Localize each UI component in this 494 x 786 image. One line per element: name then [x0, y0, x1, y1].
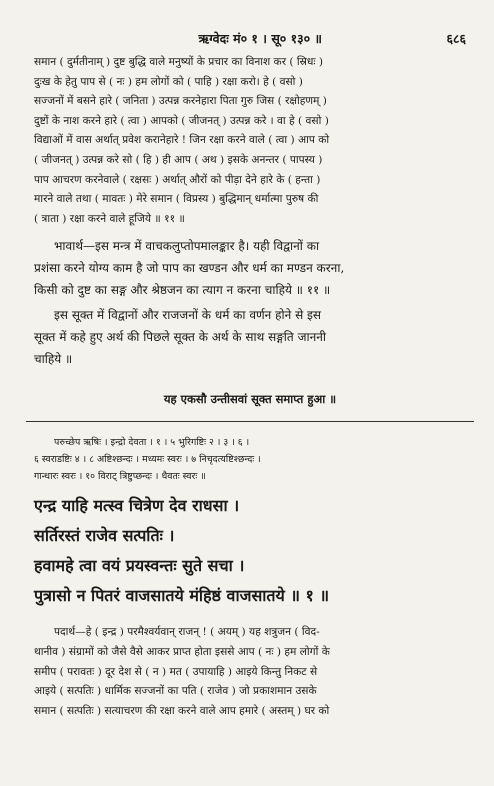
text-line: मारने वाले तथा ( मावतः ) मेरे समान ( विप्रस्य ) बुद्धिमान् धर्मात्मा पुरुष की: [34, 193, 319, 206]
mantra-line: हवामहे त्वा वयं प्रयस्वन्तः सुते सचा ।: [34, 556, 245, 576]
mantra-block: [34, 491, 466, 611]
commentary-block: [34, 53, 466, 229]
text-line: थानीव ) संग्रामों को जैसे वैसे आकर प्राप्त होता इससे आप ( नः ) हम लोगों के: [34, 645, 330, 658]
text-line: पाप आचरण करनेवाले ( रक्षसः ) अर्थात् औरों को पीड़ा देने हारे के ( हन्ता ): [34, 173, 321, 186]
summary-paragraph: [34, 304, 466, 370]
mantra-line: पुत्रासो न पितरं वाजसातये मंहिष्ठं वाजसातये ॥ १ ॥: [34, 586, 330, 606]
text-line: किसी को दुष्ट का सङ्ग और श्रेष्ठजन का त्याग न करना चाहिये ॥ ११ ॥: [34, 283, 331, 298]
text-line: दुःख के हेतु पाप से ( नः ) हम लोगों को ( पाहि ) रक्षा करो। हे ( वसो ): [34, 75, 303, 88]
running-title: ऋग्वेदः मं० १ । सू० १३० ॥: [198, 31, 323, 46]
text-line: प्रशंसा करने योग्य काम है जो पाप का खण्डन और धर्म का मण्डन करना,: [34, 261, 345, 276]
text-line: दुष्टों के नाश करने हारे ( त्वा ) आपको ( जीजनत् ) उत्पन्न करे । वा हे ( वसो ): [34, 114, 329, 127]
page-number: ६८६: [446, 31, 466, 46]
sukta-end-note: यह एकसौ उन्तीसवां सूक्त समाप्त हुआ ॥: [163, 392, 337, 407]
text-line: समीप ( परावतः ) दूर देश से ( न ) मत ( उपायाहि ) आइये किन्तु निकट से: [34, 665, 318, 678]
text-line: पदार्थ—हे ( इन्द्र ) परमैश्वर्यवान् राजन् ! ( अयम् ) यह शत्रुजन ( विद-: [54, 626, 320, 639]
rishi-devata-chhanda: [34, 434, 466, 485]
text-line: समान ( सत्पतिः ) सत्याचरण की रक्षा करने वाले आप हमारे ( अस्तम् ) घर को: [34, 704, 330, 717]
text-line: भावार्थ—इस मन्त्र में वाचकलुप्तोपमालङ्कार है। यही विद्वानों का: [54, 239, 320, 254]
text-line: इस सूक्त में विद्वानों और राजजनों के धर्म का वर्णन होने से इस: [54, 308, 322, 323]
text-line: ( जीजनत् ) उत्पन्न करे सो ( हि ) ही आप ( अथ ) इसके अनन्तर ( पापस्य ): [34, 153, 323, 166]
text-line: ( त्राता ) रक्षा करने वाले हूजिये ॥ ११ ॥: [34, 212, 185, 225]
divider: [26, 421, 474, 422]
text-line: सूक्त में कहे हुए अर्थ की पिछले सूक्त के अर्थ के साथ सङ्गति जाननी: [34, 330, 327, 345]
text-line: आइये ( सत्पतिः ) धार्मिक सज्जनों का पति ( राजेव ) जो प्रकाशमान उसके: [34, 685, 317, 698]
text-line: विद्याओं में वास अर्थात् प्रवेश करानेहारे ! जिन रक्षा करने वाले ( त्वा ) आप को: [34, 134, 330, 147]
text-line: ६ स्वराडष्टिः ४ । ८ अष्टिश्छन्दः । मध्यमः स्वरः । ७ निचृदत्यष्टिश्छन्दः ।: [34, 454, 261, 466]
text-line: गान्धारः स्वरः । १० विराट् त्रिष्टुप्छन्दः । धैवतः स्वरः ॥: [34, 471, 206, 483]
mantra-line: एन्द्र याहि मत्स्व चित्रेण देव राधसा ।: [34, 496, 240, 516]
text-line: सज्जनों में बसने हारे ( जनिता ) उत्पन्न करनेहारा पिता गुरु जिस ( रक्षोहणम् ): [34, 95, 327, 108]
text-line: परुच्छेप ऋषिः । इन्द्रो देवता । १ । ५ भुरिगष्टिः २ । ३ । ६ ।: [54, 437, 250, 449]
text-line: समान ( दुर्मतीनाम् ) दुष्ट बुद्धि वाले मनुष्यों के प्रचार का विनाश कर ( स्रिधः ): [34, 56, 324, 68]
page-header: [34, 30, 466, 47]
text-line: चाहिये ॥: [34, 352, 73, 367]
bhavarth-paragraph: [34, 235, 466, 301]
padarth-paragraph: [34, 623, 466, 721]
mantra-line: सर्तिरस्तं राजेव सत्पतिः ।: [34, 526, 175, 546]
